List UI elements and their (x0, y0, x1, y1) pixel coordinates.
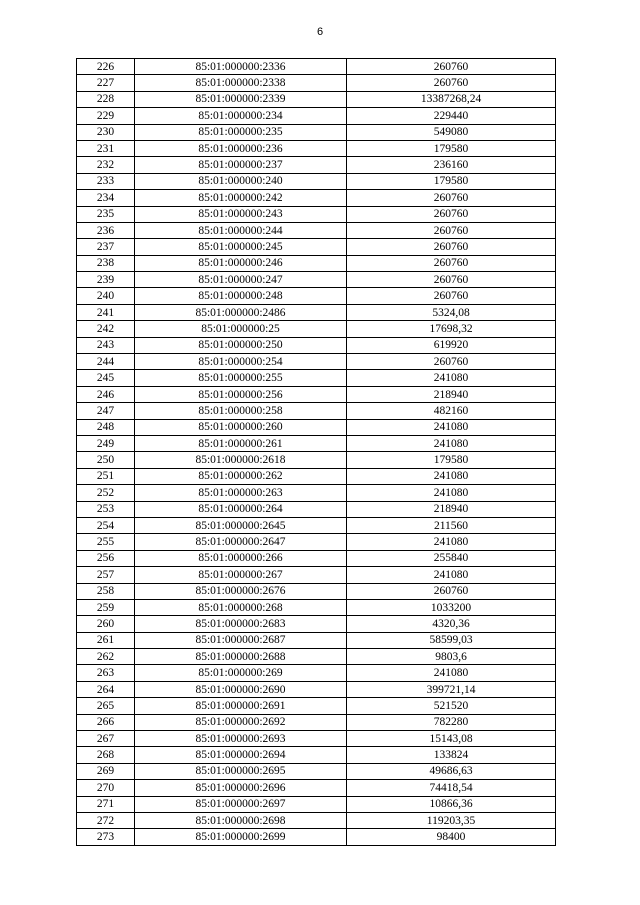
row-number-cell: 268 (77, 747, 135, 763)
table-row (77, 714, 556, 730)
table-row (77, 681, 556, 697)
value-cell: 229440 (347, 108, 556, 124)
value-cell: 260760 (347, 206, 556, 222)
row-number-cell: 229 (77, 108, 135, 124)
row-number-cell: 244 (77, 354, 135, 370)
table-row (77, 321, 556, 337)
table-row (77, 419, 556, 435)
table-row (77, 649, 556, 665)
value-cell: 98400 (347, 829, 556, 845)
cadastral-number-cell: 85:01:000000:240 (135, 173, 347, 189)
cadastral-number-cell: 85:01:000000:263 (135, 485, 347, 501)
row-number-cell: 247 (77, 403, 135, 419)
row-number-cell: 264 (77, 681, 135, 697)
table-row (77, 583, 556, 599)
table-row (77, 567, 556, 583)
row-number-cell: 262 (77, 649, 135, 665)
table-row (77, 403, 556, 419)
row-number-cell: 234 (77, 190, 135, 206)
value-cell: 1033200 (347, 599, 556, 615)
table-row (77, 780, 556, 796)
value-cell: 241080 (347, 567, 556, 583)
table-row (77, 206, 556, 222)
table-row (77, 354, 556, 370)
value-cell: 260760 (347, 59, 556, 75)
table-row (77, 698, 556, 714)
row-number-cell: 237 (77, 239, 135, 255)
row-number-cell: 240 (77, 288, 135, 304)
row-number-cell: 252 (77, 485, 135, 501)
cadastral-number-cell: 85:01:000000:2691 (135, 698, 347, 714)
table-row (77, 222, 556, 238)
row-number-cell: 254 (77, 517, 135, 533)
table-row (77, 812, 556, 828)
cadastral-number-cell: 85:01:000000:2688 (135, 649, 347, 665)
cadastral-number-cell: 85:01:000000:246 (135, 255, 347, 271)
value-cell: 482160 (347, 403, 556, 419)
cadastral-number-cell: 85:01:000000:2692 (135, 714, 347, 730)
table-row (77, 435, 556, 451)
cadastral-number-cell: 85:01:000000:2676 (135, 583, 347, 599)
cadastral-number-cell: 85:01:000000:243 (135, 206, 347, 222)
value-cell: 260760 (347, 354, 556, 370)
cadastral-number-cell: 85:01:000000:2339 (135, 91, 347, 107)
table-row (77, 239, 556, 255)
table-row (77, 452, 556, 468)
table-row (77, 468, 556, 484)
row-number-cell: 271 (77, 796, 135, 812)
row-number-cell: 251 (77, 468, 135, 484)
cadastral-number-cell: 85:01:000000:258 (135, 403, 347, 419)
cadastral-number-cell: 85:01:000000:267 (135, 567, 347, 583)
cadastral-number-cell: 85:01:000000:256 (135, 386, 347, 402)
table-row (77, 632, 556, 648)
cadastral-number-cell: 85:01:000000:2696 (135, 780, 347, 796)
row-number-cell: 230 (77, 124, 135, 140)
row-number-cell: 265 (77, 698, 135, 714)
row-number-cell: 257 (77, 567, 135, 583)
cadastral-number-cell: 85:01:000000:2687 (135, 632, 347, 648)
value-cell: 58599,03 (347, 632, 556, 648)
cadastral-number-cell: 85:01:000000:2683 (135, 616, 347, 632)
table-row (77, 157, 556, 173)
cadastral-number-cell: 85:01:000000:242 (135, 190, 347, 206)
row-number-cell: 260 (77, 616, 135, 632)
value-cell: 619920 (347, 337, 556, 353)
value-cell: 241080 (347, 435, 556, 451)
cadastral-number-cell: 85:01:000000:237 (135, 157, 347, 173)
cadastral-number-cell: 85:01:000000:266 (135, 550, 347, 566)
table-row (77, 108, 556, 124)
row-number-cell: 263 (77, 665, 135, 681)
value-cell: 4320,36 (347, 616, 556, 632)
table-row (77, 599, 556, 615)
value-cell: 15143,08 (347, 731, 556, 747)
cadastral-number-cell: 85:01:000000:2647 (135, 534, 347, 550)
row-number-cell: 226 (77, 59, 135, 75)
row-number-cell: 261 (77, 632, 135, 648)
cadastral-number-cell: 85:01:000000:247 (135, 272, 347, 288)
row-number-cell: 241 (77, 304, 135, 320)
cadastral-number-cell: 85:01:000000:264 (135, 501, 347, 517)
table-row (77, 485, 556, 501)
value-cell: 241080 (347, 468, 556, 484)
table-row (77, 763, 556, 779)
row-number-cell: 233 (77, 173, 135, 189)
row-number-cell: 259 (77, 599, 135, 615)
value-cell: 782280 (347, 714, 556, 730)
row-number-cell: 248 (77, 419, 135, 435)
cadastral-number-cell: 85:01:000000:250 (135, 337, 347, 353)
value-cell: 218940 (347, 501, 556, 517)
table-row (77, 386, 556, 402)
row-number-cell: 245 (77, 370, 135, 386)
value-cell: 260760 (347, 75, 556, 91)
value-cell: 399721,14 (347, 681, 556, 697)
cadastral-number-cell: 85:01:000000:2336 (135, 59, 347, 75)
value-cell: 241080 (347, 534, 556, 550)
value-cell: 9803,6 (347, 649, 556, 665)
table-row (77, 370, 556, 386)
row-number-cell: 255 (77, 534, 135, 550)
value-cell: 236160 (347, 157, 556, 173)
cadastral-number-cell: 85:01:000000:2699 (135, 829, 347, 845)
row-number-cell: 273 (77, 829, 135, 845)
value-cell: 241080 (347, 370, 556, 386)
table-row (77, 829, 556, 845)
table-row (77, 550, 556, 566)
table-row (77, 501, 556, 517)
table-row (77, 534, 556, 550)
value-cell: 49686,63 (347, 763, 556, 779)
cadastral-number-cell: 85:01:000000:261 (135, 435, 347, 451)
cadastral-number-cell: 85:01:000000:255 (135, 370, 347, 386)
cadastral-number-cell: 85:01:000000:260 (135, 419, 347, 435)
table-row (77, 124, 556, 140)
value-cell: 241080 (347, 419, 556, 435)
table-row (77, 75, 556, 91)
value-cell: 119203,35 (347, 812, 556, 828)
cadastral-number-cell: 85:01:000000:245 (135, 239, 347, 255)
value-cell: 260760 (347, 255, 556, 271)
row-number-cell: 227 (77, 75, 135, 91)
cadastral-number-cell: 85:01:000000:2690 (135, 681, 347, 697)
row-number-cell: 267 (77, 731, 135, 747)
value-cell: 133824 (347, 747, 556, 763)
data-table (76, 58, 556, 846)
value-cell: 241080 (347, 665, 556, 681)
value-cell: 549080 (347, 124, 556, 140)
cadastral-number-cell: 85:01:000000:236 (135, 140, 347, 156)
table-row (77, 190, 556, 206)
value-cell: 255840 (347, 550, 556, 566)
value-cell: 179580 (347, 140, 556, 156)
value-cell: 260760 (347, 288, 556, 304)
cadastral-number-cell: 85:01:000000:235 (135, 124, 347, 140)
value-cell: 218940 (347, 386, 556, 402)
cadastral-number-cell: 85:01:000000:2697 (135, 796, 347, 812)
row-number-cell: 239 (77, 272, 135, 288)
row-number-cell: 272 (77, 812, 135, 828)
value-cell: 179580 (347, 452, 556, 468)
table-row (77, 796, 556, 812)
table-row (77, 272, 556, 288)
table-row (77, 337, 556, 353)
table-row (77, 731, 556, 747)
row-number-cell: 253 (77, 501, 135, 517)
value-cell: 17698,32 (347, 321, 556, 337)
row-number-cell: 235 (77, 206, 135, 222)
table-body (77, 59, 556, 846)
cadastral-number-cell: 85:01:000000:2618 (135, 452, 347, 468)
cadastral-number-cell: 85:01:000000:2693 (135, 731, 347, 747)
cadastral-number-cell: 85:01:000000:262 (135, 468, 347, 484)
cadastral-number-cell: 85:01:000000:244 (135, 222, 347, 238)
value-cell: 260760 (347, 222, 556, 238)
page-number: 6 (316, 26, 324, 38)
cadastral-number-cell: 85:01:000000:2338 (135, 75, 347, 91)
row-number-cell: 258 (77, 583, 135, 599)
cadastral-number-cell: 85:01:000000:2486 (135, 304, 347, 320)
value-cell: 10866,36 (347, 796, 556, 812)
cadastral-number-cell: 85:01:000000:2694 (135, 747, 347, 763)
row-number-cell: 270 (77, 780, 135, 796)
value-cell: 74418,54 (347, 780, 556, 796)
cadastral-number-cell: 85:01:000000:2645 (135, 517, 347, 533)
table-row (77, 173, 556, 189)
row-number-cell: 256 (77, 550, 135, 566)
cadastral-number-cell: 85:01:000000:268 (135, 599, 347, 615)
cadastral-number-cell: 85:01:000000:25 (135, 321, 347, 337)
row-number-cell: 232 (77, 157, 135, 173)
row-number-cell: 250 (77, 452, 135, 468)
row-number-cell: 236 (77, 222, 135, 238)
row-number-cell: 228 (77, 91, 135, 107)
table-row (77, 665, 556, 681)
cadastral-number-cell: 85:01:000000:234 (135, 108, 347, 124)
row-number-cell: 269 (77, 763, 135, 779)
value-cell: 211560 (347, 517, 556, 533)
value-cell: 5324,08 (347, 304, 556, 320)
value-cell: 13387268,24 (347, 91, 556, 107)
table-row (77, 616, 556, 632)
table-row (77, 304, 556, 320)
table-row (77, 747, 556, 763)
value-cell: 521520 (347, 698, 556, 714)
cadastral-number-cell: 85:01:000000:248 (135, 288, 347, 304)
row-number-cell: 243 (77, 337, 135, 353)
cadastral-number-cell: 85:01:000000:2695 (135, 763, 347, 779)
table-row (77, 255, 556, 271)
value-cell: 260760 (347, 239, 556, 255)
table-row (77, 288, 556, 304)
row-number-cell: 266 (77, 714, 135, 730)
value-cell: 260760 (347, 583, 556, 599)
value-cell: 179580 (347, 173, 556, 189)
row-number-cell: 246 (77, 386, 135, 402)
cadastral-number-cell: 85:01:000000:2698 (135, 812, 347, 828)
value-cell: 241080 (347, 485, 556, 501)
cadastral-number-cell: 85:01:000000:269 (135, 665, 347, 681)
value-cell: 260760 (347, 272, 556, 288)
row-number-cell: 249 (77, 435, 135, 451)
cadastral-number-cell: 85:01:000000:254 (135, 354, 347, 370)
row-number-cell: 231 (77, 140, 135, 156)
row-number-cell: 238 (77, 255, 135, 271)
table-row (77, 517, 556, 533)
table-row (77, 91, 556, 107)
value-cell: 260760 (347, 190, 556, 206)
table-row (77, 140, 556, 156)
row-number-cell: 242 (77, 321, 135, 337)
table-row (77, 59, 556, 75)
